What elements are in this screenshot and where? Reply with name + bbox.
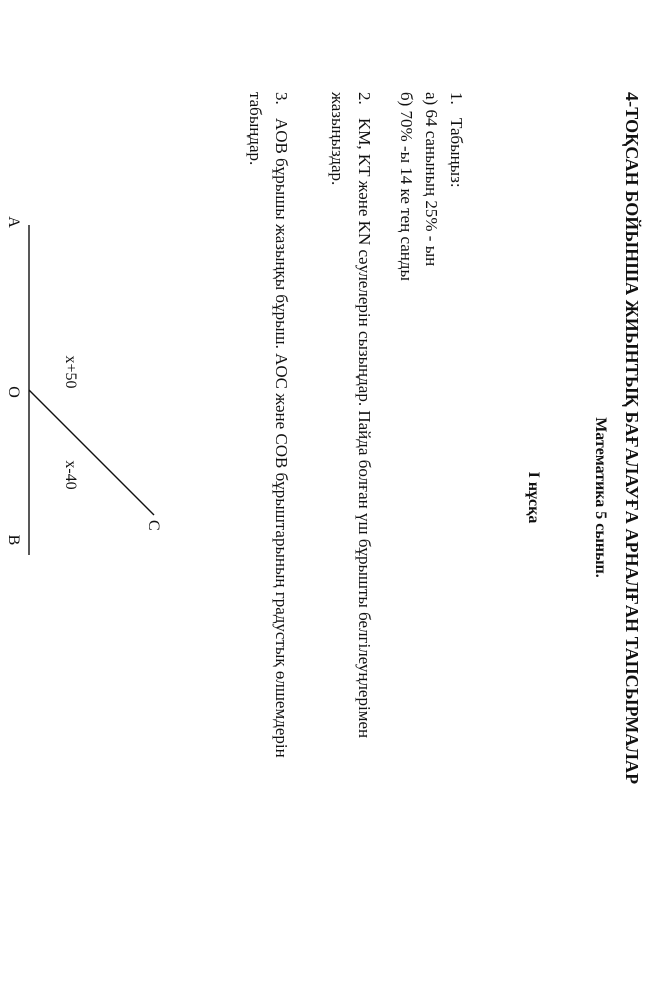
- task-2-line-1: KM, KT және KN сәулелерін сызыңдар. Пайда болған үш бұрышты белгілеуңлерімен: [355, 118, 374, 739]
- point-o-label: O: [5, 386, 22, 398]
- point-b-label: B: [5, 534, 22, 546]
- task-3-line-2: табыңдар.: [246, 92, 265, 166]
- point-a-label: A: [5, 216, 22, 228]
- task-1-text: Табыңыз:: [447, 118, 466, 188]
- ray-oc: [29, 390, 154, 515]
- angle-cob-label: x-40: [62, 460, 79, 490]
- page-title: 4-ТОҚСАН БОЙЫНША ЖИЫНТЫҚ БАҒАЛАУҒА АРНАЛҒАН ТАПСЫРМАЛАР: [622, 92, 642, 785]
- angle-aoc-label: x+50: [62, 355, 79, 389]
- subject-subtitle: Математика 5 сынып.: [592, 417, 609, 578]
- task-1-part-a: а) 64 санының 25% - ын: [422, 92, 441, 267]
- task-2-line-2: жазыңыздар.: [328, 92, 347, 186]
- task-3-number: 3.: [272, 92, 291, 105]
- point-c-label: C: [145, 520, 162, 531]
- task-3-line-1: AOB бұрышы жазыңқы бұрыш. AOC және COB бұрыштарының градустық өлшемдерін: [272, 118, 291, 758]
- variant-label: І нұсқа: [525, 471, 542, 524]
- task-2-number: 2.: [355, 92, 374, 105]
- task-1-number: 1.: [447, 92, 466, 105]
- task-1-part-b: б) 70% -ы 14 ке тең санды: [397, 92, 416, 281]
